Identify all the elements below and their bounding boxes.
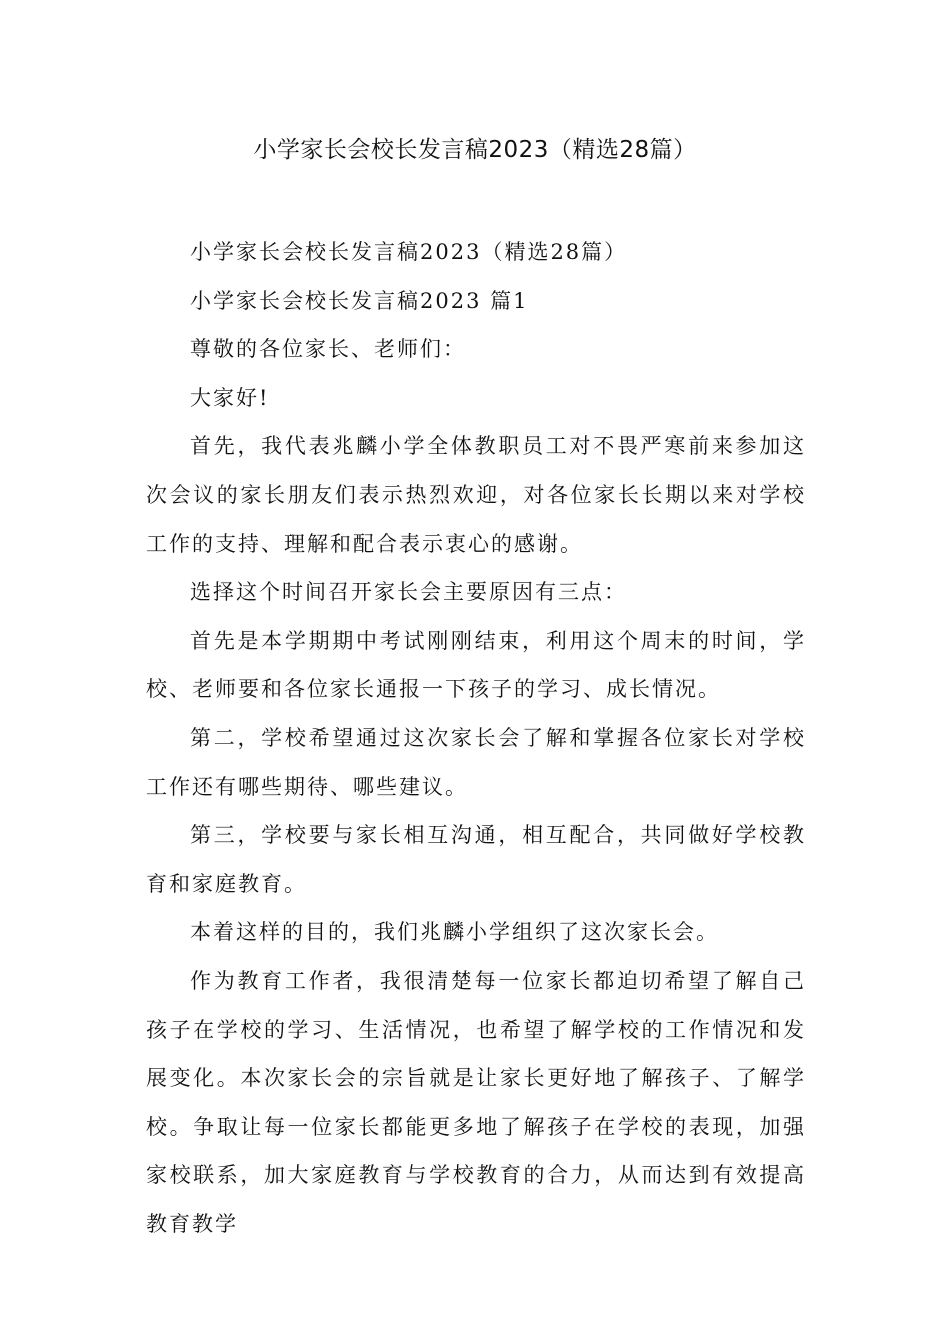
paragraph-section-heading: 小学家长会校长发言稿2023 篇1 <box>190 288 529 313</box>
paragraph-reasons-intro: 选择这个时间召开家长会主要原因有三点： <box>190 580 627 605</box>
paragraph-salutation: 尊敬的各位家长、老师们： <box>190 337 466 362</box>
paragraph-reason-1: 首先是本学期期中考试刚刚结束，利用这个周末的时间，学校、老师要和各位家长通报一下孩子的学习、成长情况。 <box>146 628 806 702</box>
paragraph-greeting: 大家好! <box>190 385 270 410</box>
document-title: 小学家长会校长发言稿2023（精选28篇） <box>253 137 697 163</box>
paragraph-subtitle: 小学家长会校长发言稿2023（精选28篇） <box>190 240 628 264</box>
paragraph-welcome: 首先，我代表兆麟小学全体教职员工对不畏严寒前来参加这次会议的家长朋友们表示热烈欢迎，对各位家长长期以来对学校工作的支持、理解和配合表示衷心的感谢。 <box>146 434 806 556</box>
paragraph-aims: 作为教育工作者，我很清楚每一位家长都迫切希望了解自己孩子在学校的学习、生活情况，也希望了解学校的工作情况和发展变化。本次家长会的宗旨就是让家长更好地了解孩子、了解学校。争取让每一位家长都能更多地了解孩子在学校的表现，加强家校联系，加大家庭教育与学校教育的合力，从而达到有效提高教育教学 <box>146 968 806 1236</box>
paragraph-reason-3: 第三，学校要与家长相互沟通，相互配合，共同做好学校教育和家庭教育。 <box>146 823 806 896</box>
paragraph-purpose: 本着这样的目的，我们兆麟小学组织了这次家长会。 <box>190 920 719 945</box>
paragraph-reason-2: 第二，学校希望通过这次家长会了解和掌握各位家长对学校工作还有哪些期待、哪些建议。 <box>146 725 806 799</box>
document-body <box>146 228 806 1248</box>
